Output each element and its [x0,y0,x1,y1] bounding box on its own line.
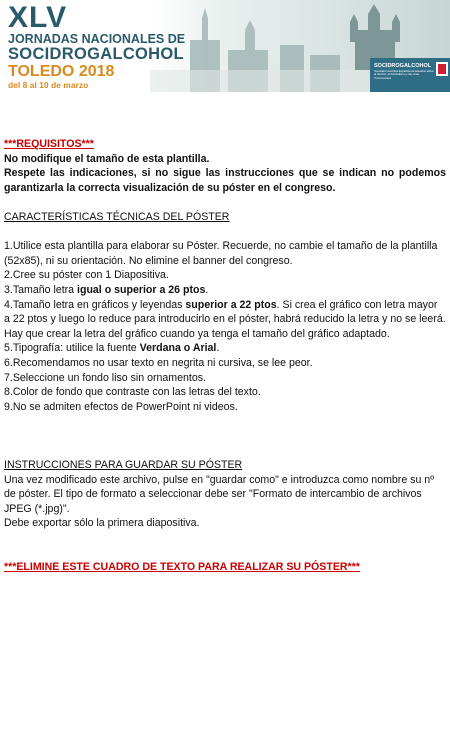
spec-item-2: 2.Cree su póster con 1 Diapositiva. [4,269,169,282]
spec-item-5 [4,341,446,356]
save-header: INSTRUCCIONES PARA GUARDAR SU PÓSTER [4,459,243,472]
logo-subtitle: Sociedad Científica Española de Estudios sobre el Alcohol, el Alcoholismo y las otras Toxicomanías [374,70,434,80]
spec-item-7: 7.Seleccione un fondo liso sin ornamentos. [4,371,206,384]
save-paragraph-1: Una vez modificado este archivo, pulse en "guardar como" e introduzca como nombre su nº de póster. El tipo de formato a seleccionar debe ser "Formato de intercambio de archivos JPEG (*.jpg)". [4,473,435,515]
spec-item-3 [4,283,446,298]
event-city-year: TOLEDO 2018 [8,63,115,80]
spec-item-3-end: . [205,283,209,296]
spec-item-4-bold: superior a 22 ptos [185,298,277,311]
save-paragraph-2: Debe exportar sólo la primera diapositiva. [4,517,200,530]
edition-number: XLV [8,1,68,34]
spec-item-5-bold: Verdana o Arial [139,342,217,355]
spec-item-9: 9.No se admiten efectos de PowerPoint ni videos. [4,400,238,413]
event-name-line2: SOCIDROGALCOHOL [8,45,184,63]
logo-text: SOCIDROGALCOHOL [374,63,432,69]
specs-header: CARACTERÍSTICAS TÉCNICAS DEL PÓSTER [4,210,230,223]
spec-item-4-rest: . Si crea el gráfico con letra mayor a 22 ptos y luego lo reduce para introducirlo en el póster, habrá reducido la letra y no se leerá. Hay que crear la letra del gráfico cuando ya tenga el tamaño del gráfico adaptado. [4,298,446,340]
delete-box-note: ***ELIMINE ESTE CUADRO DE TEXTO PARA REALIZAR SU PÓSTER*** [4,561,360,574]
spec-item-8: 8.Color de fondo que contraste con las letras del texto. [4,386,261,399]
spec-item-3-text: 3.Tamaño letra [4,283,78,296]
spec-item-4-text: 4.Tamaño letra en gráficos y leyendas [4,298,186,311]
spec-item-5-text: 5.Tipografía: utilice la fuente [4,342,140,355]
congress-title [8,1,186,90]
congress-banner [0,0,450,92]
spec-item-6: 6.Recomendamos no usar texto en negrita ni cursiva, se lee peor. [4,356,313,369]
spec-item-4 [4,298,446,342]
spec-item-5-end: . [216,342,220,355]
requirements-line2: Respete las indicaciones, si no sigue las instrucciones que se indican no podemos garantizarla la correcta visualización de su póster en el congreso. [4,167,446,194]
requirements-header: ***REQUISITOS*** [4,138,94,150]
event-name-line1: JORNADAS NACIONALES DE [8,32,186,46]
event-dates: del 8 al 10 de marzo [8,80,89,90]
instructions-text-box[interactable] [4,137,446,575]
spec-item-1: 1.Utilice esta plantilla para elaborar su Póster. Recuerde, no cambie el tamaño de la plantilla (52x85), ni su orientación. No elimine el banner del congreso. [4,240,438,267]
requirements-line1: No modifique el tamaño de esta plantilla. [4,152,210,165]
spec-item-3-bold: igual o superior a 26 ptos [77,283,206,296]
